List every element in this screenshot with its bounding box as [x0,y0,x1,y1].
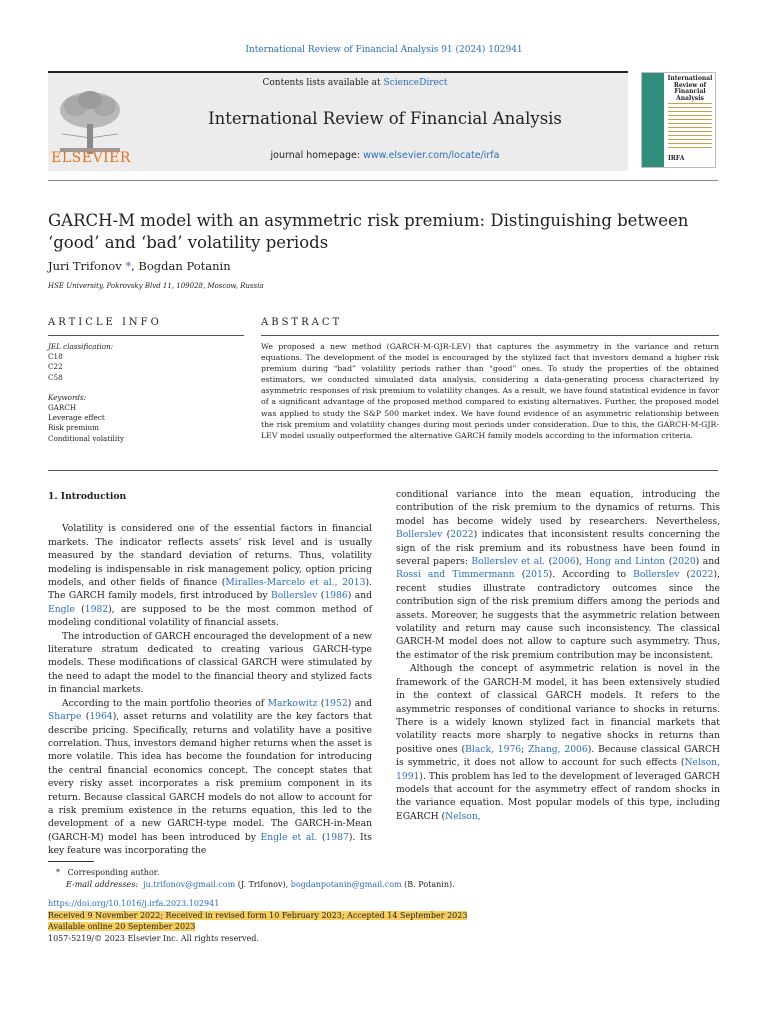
citation-link[interactable]: Bollerslev [633,569,680,581]
citation-link[interactable]: Nelson, [445,810,481,822]
citation-link[interactable]: Sharpe [48,711,82,723]
author-trifonov[interactable]: Juri Trifonov [48,259,122,273]
masthead-rule [48,180,718,181]
article-info-rule [48,335,244,336]
citation-link[interactable]: Rossi and Timmermann [396,569,515,581]
citation-link[interactable]: Nelson, 1991 [396,757,720,782]
abstract-text: We proposed a new method (GARCH-M-GJR-LEV) that captures the asymmetry in the variance and return equations. The development of the model is encouraged by the stylized fact that investors demand a higher risk premium during “bad” volatility periods rather than “good” ones. To study the properties of the obtained estimators, we conducted simulated data analysis, considering a data-generating process characterized by asymmetric responses of risk premium to volatility changes. As a result, we have found statistical evidence in favor of a significant advantage of the proposed method compared to existing alternatives. Further, the proposed model was applied to study the S&P 500 market index. We have found evidence of an asymmetric relationship between the risk premium and volatility changes during most periods under consideration. Due to this, the GARCH-M-GJR-LEV model usually outperformed the alternative GARCH family models according to the information criteria. [261,342,719,440]
author-list: Juri Trifonov *, Bogdan Potanin [48,259,231,273]
article-title: GARCH-M model with an asymmetric risk premium: Distinguishing between ‘good’ and ‘bad’ volatility periods [48,211,689,252]
section-heading-introduction: 1. Introduction [48,491,127,502]
citation-link[interactable]: 2006 [552,556,576,568]
jel-label: JEL classification: [48,342,114,351]
keyword: GARCH [48,403,77,413]
footnote: * Corresponding author. E-mail addresses: ju.trifonov@gmail.com (J. Trifonov), bogdanpotanin@gmail.com (B. Potanin). [56,868,455,889]
citation-link[interactable]: 1952 [324,697,348,709]
citation-link[interactable]: Markowitz [267,697,318,709]
keywords-label: Keywords: [48,392,87,402]
cover-band [642,73,664,167]
citation-link[interactable]: 2020 [672,556,696,568]
jel-code: C22 [48,362,63,372]
corresponding-author-mark[interactable]: * [121,259,132,273]
jel-code: C18 [48,352,63,362]
citation-link[interactable]: Engle et al. [260,831,318,843]
abstract-bottom-rule [48,470,718,471]
publisher-wordmark: ELSEVIER [51,150,131,166]
received-dates: Received 9 November 2022; Received in revised form 10 February 2023; Accepted 14 September 2023 [48,910,468,920]
journal-title: International Review of Financial Analysis [208,109,562,128]
citation-link[interactable]: Bollerslev [396,529,443,541]
online-date: Available online 20 September 2023 [48,922,196,931]
doi-link[interactable]: https://doi.org/10.1016/j.irfa.2023.102941 [48,899,220,908]
journal-cover-thumbnail[interactable] [641,72,716,168]
citation-link[interactable]: 1982 [84,603,109,615]
cover-title: International Review of Financial Analysis [667,75,713,102]
contents-availability: Contents lists available at ScienceDirect [262,78,448,88]
author-potanin[interactable]: Bogdan Potanin [138,259,231,273]
citation-link[interactable]: 2022 [690,569,714,581]
paragraph: conditional variance into the mean equation, introducing the contribution of the risk premium to the dynamics of returns. This model has become widely used by researchers. Nevertheless, Bollerslev (2022) indicates that inconsistent results concerning the sign of the risk premium and its robustness have been found in several papers: Bollerslev et al. (2006), Hong and Linton (2020) and Rossi and Timmermann (2015). According to Bollerslev (2022), recent studies illustrate contradictory outcomes since the contribution sign of the risk premium differs among the periods and assets. Moreover, he suggests that the asymmetric relation between volatility and return may cause such inconsistency. The classical GARCH-M model does not allow to capture such asymmetry. Thus, the estimator of the risk premium contribution may be inconsistent. [396,489,721,661]
paragraph: Although the concept of asymmetric relation is novel in the framework of the GARCH-M model, it has been extensively studied in the context of classical GARCH models. It refers to the asymmetric responses of conditional variance to shocks in returns. There is a widely known stylized fact in financial markets that volatility reacts more sharply to negative shocks in returns than positive ones (Black, 1976; Zhang, 2006). Because classical GARCH is symmetric, it does not allow to account for such effects (Nelson, 1991). This problem has led to the development of leveraged GARCH models that account for the asymmetry effect of random shocks in the variance equation. Most popular models of this type, including EGARCH (Nelson, [396,663,720,822]
journal-homepage: journal homepage: www.elsevier.com/locate/irfa [270,150,500,161]
citation-link[interactable]: 1986 [324,590,348,602]
citation-link[interactable]: Zhang, 2006 [528,743,588,755]
sciencedirect-link[interactable]: ScienceDirect [383,78,448,88]
homepage-link[interactable]: www.elsevier.com/locate/irfa [363,150,500,161]
citation-link[interactable]: Bollerslev et al. [471,556,546,568]
citation-link[interactable]: Bollerslev [271,590,318,602]
email-link-trifonov[interactable]: ju.trifonov@gmail.com [143,879,236,889]
citation-link[interactable]: 1964 [89,711,113,723]
journal-citation[interactable]: International Review of Financial Analysis 91 (2024) 102941 [245,45,523,55]
abstract-rule [261,335,719,336]
cover-footer: IRFA [668,155,685,162]
citation-link[interactable]: 2015 [525,569,549,581]
article-info-block [48,342,244,444]
footnote-rule [48,861,94,862]
cover-text-lines [668,103,712,151]
keyword: Leverage effect [48,413,105,423]
email-link-potanin[interactable]: bogdanpotanin@gmail.com [290,879,402,889]
article-info-heading: ARTICLE INFO [48,317,162,328]
citation-link[interactable]: Black, 1976 [465,743,522,755]
paragraph: According to the main portfolio theories of Markowitz (1952) and Sharpe (1964), asset returns and volatility are the key factors that describe pricing. Specifically, returns and volatility have a positive correlation. Thus, investors demand higher returns when the asset is more volatile. This idea has become the foundation for introducing the central financial economics concept. The concept states that every risky asset incorporates a risk premium component in its return. Because classical GARCH models do not allow to account for a risk premium existence in the returns equation, this led to the development of a new GARCH-type model. The GARCH-in-Mean (GARCH-M) model has been introduced by Engle et al. (1987). Its key feature was incorporating the [48,697,372,857]
corresponding-author-note: Corresponding author. [67,868,160,877]
citation-link[interactable]: Hong and Linton [585,556,666,568]
citation-link[interactable]: Miralles-Marcelo et al., 2013 [225,577,366,589]
abstract-heading: ABSTRACT [261,317,343,328]
citation-link[interactable]: 1987 [325,831,349,843]
paragraph: Volatility is considered one of the essential factors in financial markets. The indicator reflects assets’ risk level and is usually measured by the standard deviation of returns. Thus, volatility modeling is indispensable in risk management policy, option pricing models, and other fields of finance (Miralles-Marcelo et al., 2013). The GARCH family models, first introduced by Bollerslev (1986) and Engle (1982), are supposed to be the most common method of modeling conditional volatility of financial assets. [48,523,372,629]
citation-link[interactable]: Engle [48,603,75,615]
keyword: Risk premium [48,423,99,433]
copyright: 1057-5219/© 2023 Elsevier Inc. All rights reserved. [48,933,259,943]
keyword: Conditional volatility [48,433,125,443]
citation-link[interactable]: 2022 [450,529,474,541]
paragraph: The introduction of GARCH encouraged the development of a new literature stratum dedicated to creating various GARCH-type models. These modifications of classical GARCH were stimulated by the need to adapt the model to the financial theory and stylized facts in financial markets. [48,630,372,696]
jel-code: C58 [48,372,63,382]
body-column-right [396,488,720,823]
body-column-left [48,490,372,858]
publication-info [48,898,708,944]
affiliation: HSE University, Pokrovsky Blvd 11, 109028, Moscow, Russia [48,282,264,290]
